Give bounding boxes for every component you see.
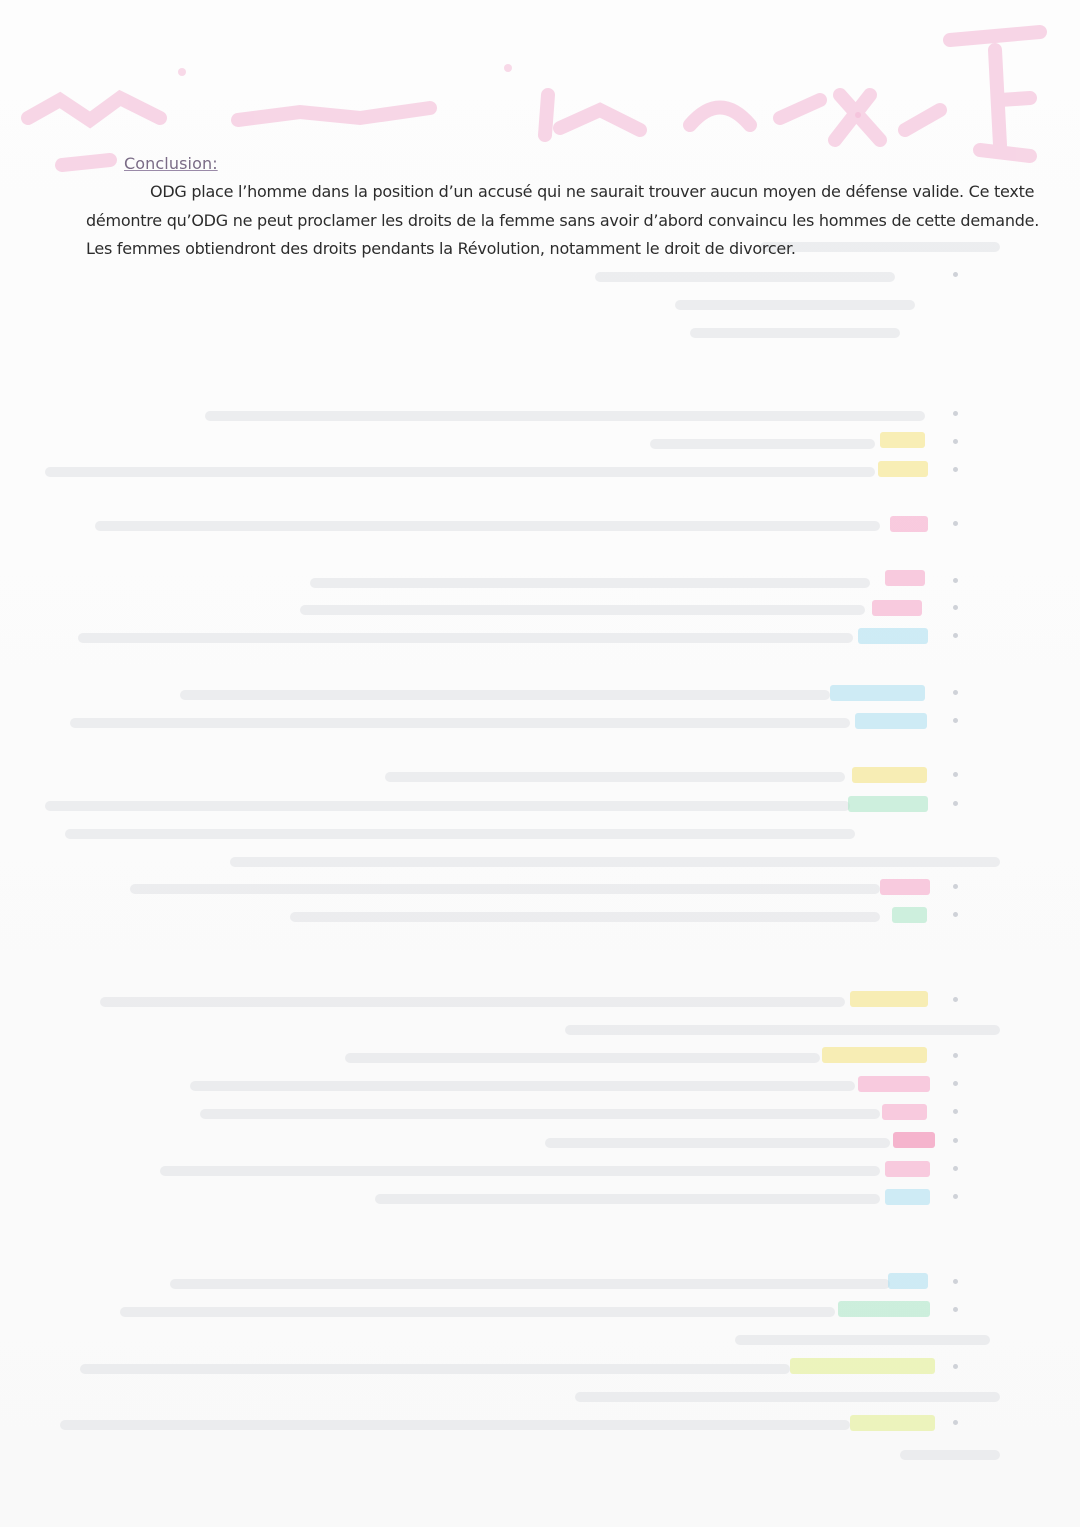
ghost-bullet [953,467,958,472]
ghost-highlight [855,713,927,729]
ghost-line [100,997,845,1007]
ghost-bullet [953,690,958,695]
ghost-highlight [893,1132,935,1148]
ghost-line [60,1420,850,1430]
ghost-highlight [885,570,925,586]
ghost-bullet [953,1420,958,1425]
ghost-bullet [953,718,958,723]
ghost-line [170,1279,890,1289]
ghost-bullet [953,1194,958,1199]
ghost-line [160,1166,880,1176]
ghost-line [190,1081,855,1091]
ghost-highlight [890,516,928,532]
ghost-bullet [953,801,958,806]
ghost-highlight [882,1104,927,1120]
ghost-highlight [822,1047,927,1063]
ghost-line [565,1025,1000,1035]
ghost-bullet [953,578,958,583]
conclusion-paragraph: ODG place l’homme dans la position d’un accusé qui ne saurait trouver aucun moyen de défense valide. Ce texte démontre qu’ODG ne peut proclamer les droits de la femme sans avoir d’abord convaincu les hommes de cette demande. Les femmes obtiendront des droits pendants la Révolution, notamment le droit de divorcer. [86,182,1040,258]
conclusion-heading: Conclusion: [124,154,218,173]
ghost-highlight [880,879,930,895]
ghost-line [180,690,830,700]
ghost-line [900,1450,1000,1460]
ghost-highlight [885,1189,930,1205]
ghost-line [45,467,875,477]
ghost-line [80,1364,790,1374]
ghost-line [300,605,865,615]
ghost-bullet [953,605,958,610]
ghost-bullet [953,1109,958,1114]
ghost-bullet [953,1364,958,1369]
ghost-highlight [850,991,928,1007]
ghost-bullet [953,1166,958,1171]
ghost-line [95,521,880,531]
ghost-highlight [848,796,928,812]
ghost-bullet [953,521,958,526]
ghost-highlight [850,1415,935,1431]
ghost-bullet [953,912,958,917]
ghost-line [385,772,845,782]
ghost-bullet [953,1081,958,1086]
ghost-line [345,1053,820,1063]
ghost-line [78,633,853,643]
ghost-highlight [888,1273,928,1289]
ghost-bullet [953,772,958,777]
ghost-line [65,829,855,839]
ghost-line [310,578,870,588]
ghost-line [120,1307,835,1317]
ghost-line [735,1335,990,1345]
ghost-highlight [830,685,925,701]
ghost-bullet [953,439,958,444]
ghost-bullet [953,1279,958,1284]
ghost-line [230,857,1000,867]
ghost-line [675,300,915,310]
ghost-bullet [953,1138,958,1143]
ghost-line [45,801,850,811]
ghost-line [290,912,880,922]
ghost-highlight [880,432,925,448]
ghost-bullet [953,997,958,1002]
ghost-line [70,718,850,728]
ghost-bullet [953,1053,958,1058]
ghost-highlight [858,1076,930,1092]
ghost-bullet [953,272,958,277]
ghost-bullet [953,633,958,638]
ghost-line [205,411,925,421]
ghost-highlight [852,767,927,783]
ghost-bullet [953,411,958,416]
ghost-highlight [790,1358,935,1374]
ghost-highlight [878,461,928,477]
ghost-line [650,439,875,449]
ghost-line [595,272,895,282]
ghost-bullet [953,1307,958,1312]
ghost-highlight [872,600,922,616]
ghost-bullet [953,884,958,889]
ghost-line [200,1109,880,1119]
ghost-line [690,328,900,338]
ghost-line [130,884,880,894]
ghost-highlight [858,628,928,644]
ghost-highlight [892,907,927,923]
ghost-highlight [885,1161,930,1177]
ghost-line [545,1138,890,1148]
ghost-line [375,1194,880,1204]
ghost-highlight [838,1301,930,1317]
ghost-line [575,1392,1000,1402]
